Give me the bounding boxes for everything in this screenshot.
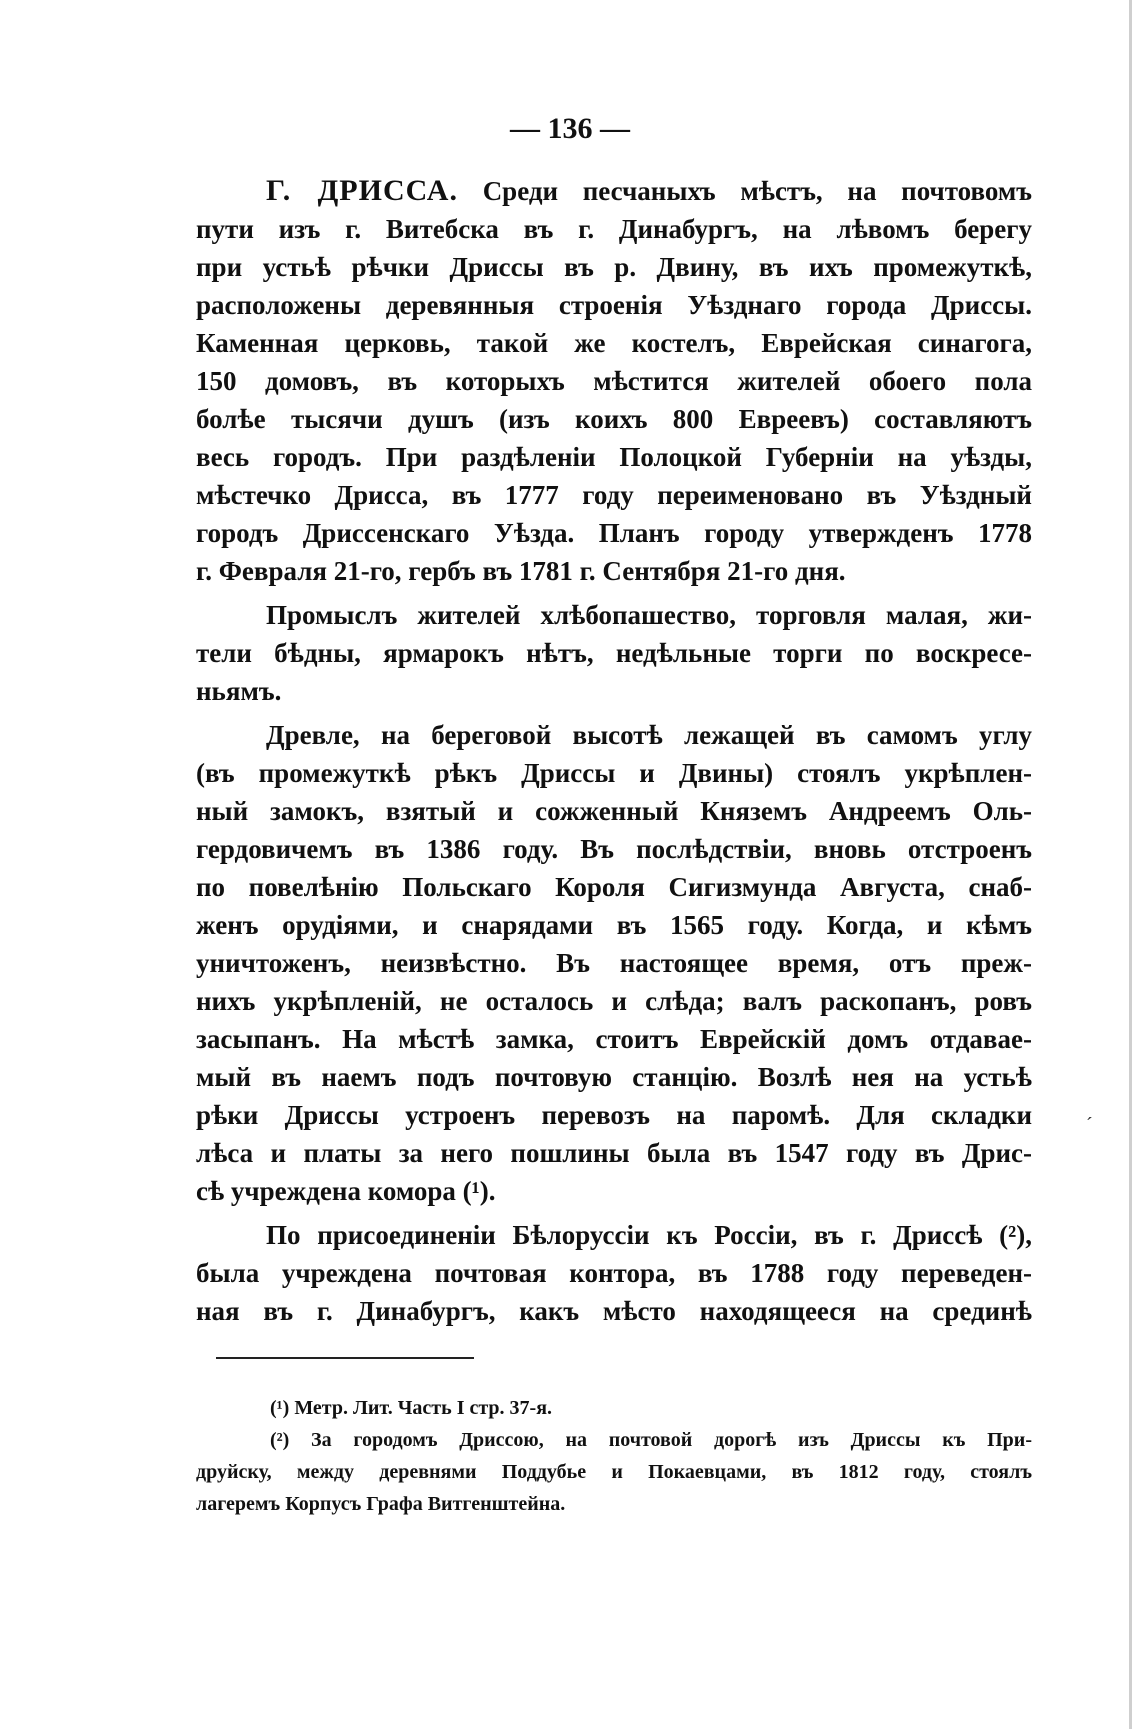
paragraph-line: Промыслъ жителей хлѣбопашество, торговля малая, жи- (266, 600, 1032, 630)
footnote-2-line: (²) За городомъ Дриссою, на почтовой дорогѣ изъ Дриссы къ При- (270, 1429, 1032, 1451)
footnotes (196, 1392, 1032, 1520)
body-text (196, 172, 1032, 1330)
paragraph-line: при устьѣ рѣчки Дриссы въ р. Двину, въ ихъ промежуткѣ, (196, 252, 1032, 282)
paragraph-line: нихъ укрѣпленій, не осталось и слѣда; валъ раскопанъ, ровъ (196, 986, 1032, 1016)
paragraph-line: тели бѣдны, ярмарокъ нѣтъ, недѣльные торги по воскресе- (196, 638, 1032, 668)
stray-mark: ˊ (1086, 1114, 1093, 1136)
paragraph-line: расположены деревянныя строенія Уѣзднаго города Дриссы. (196, 290, 1032, 320)
footnote-1: (¹) Метр. Лит. Часть I стр. 37-я. (270, 1397, 553, 1419)
paragraph-line: ньямъ. (196, 676, 282, 706)
paragraph-line: (въ промежуткѣ рѣкъ Дриссы и Двины) стоялъ укрѣплен- (196, 758, 1032, 788)
footnote-2-line: друйску, между деревнями Поддубье и Покаевцами, въ 1812 году, стоялъ (196, 1461, 1032, 1483)
section-heading: Г. ДРИССА. (266, 174, 458, 207)
paragraph-line: женъ орудіями, и снарядами въ 1565 году. Когда, и кѣмъ (196, 910, 1032, 940)
paragraph-line: лѣса и платы за него пошлины была въ 1547 году въ Дрис- (196, 1138, 1032, 1168)
paragraph-line: по повелѣнію Польскаго Короля Сигизмунда Августа, снаб- (196, 872, 1032, 902)
paragraph-line: сѣ учреждена комора (¹). (196, 1176, 496, 1206)
paragraph-line: Древле, на береговой высотѣ лежащей въ самомъ углу (266, 720, 1032, 750)
paragraph-line: Г. ДРИССА. Среди песчаныхъ мѣстъ, на почтовомъ (266, 174, 1032, 207)
paragraph-line: рѣки Дриссы устроенъ перевозъ на паромѣ. Для складки (196, 1100, 1032, 1130)
paragraph-line: ная въ г. Динабургъ, какъ мѣсто находящееся на срединѣ (196, 1296, 1032, 1326)
paragraph-line: уничтоженъ, неизвѣстно. Въ настоящее время, отъ преж- (196, 948, 1032, 978)
page-number: — 136 — (510, 112, 630, 145)
footnote-2-line: лагеремъ Корпусъ Графа Витгенштейна. (196, 1493, 566, 1515)
paragraph-line: мѣстечко Дрисса, въ 1777 году переименовано въ Уѣздный (196, 480, 1032, 510)
paragraph-line: мый въ наемъ подъ почтовую станцію. Возлѣ нея на устьѣ (196, 1062, 1032, 1092)
paragraph-line: Каменная церковь, такой же костелъ, Еврейская синагога, (196, 328, 1032, 358)
paragraph-line: 150 домовъ, въ которыхъ мѣстится жителей обоего пола (196, 366, 1032, 396)
paragraph-line: была учреждена почтовая контора, въ 1788 году переведен- (196, 1258, 1032, 1288)
paragraph-line: засыпанъ. На мѣстѣ замка, стоитъ Еврейскій домъ отдавае- (196, 1024, 1032, 1054)
paragraph-line: весь городъ. При раздѣленіи Полоцкой Губерніи на уѣзды, (196, 442, 1032, 472)
paragraph-line: г. Февраля 21-го, гербъ въ 1781 г. Сентября 21-го дня. (196, 556, 846, 586)
paragraph-line: болѣе тысячи душъ (изъ коихъ 800 Евреевъ) составляютъ (196, 404, 1032, 434)
paragraph-line: По присоединеніи Бѣлоруссіи къ Россіи, въ г. Дриссѣ (²), (266, 1220, 1032, 1250)
paragraph-line: гердовичемъ въ 1386 году. Въ послѣдствіи, вновь отстроенъ (196, 834, 1032, 864)
paragraph-line: ный замокъ, взятый и сожженный Княземъ Андреемъ Оль- (196, 796, 1032, 826)
footnote-divider (216, 1357, 474, 1359)
paragraph-line: пути изъ г. Витебска въ г. Динабургъ, на лѣвомъ берегу (196, 214, 1032, 244)
page-edge (1129, 0, 1132, 1729)
paragraph-line: городъ Дриссенскаго Уѣзда. Планъ городу утвержденъ 1778 (196, 518, 1032, 548)
